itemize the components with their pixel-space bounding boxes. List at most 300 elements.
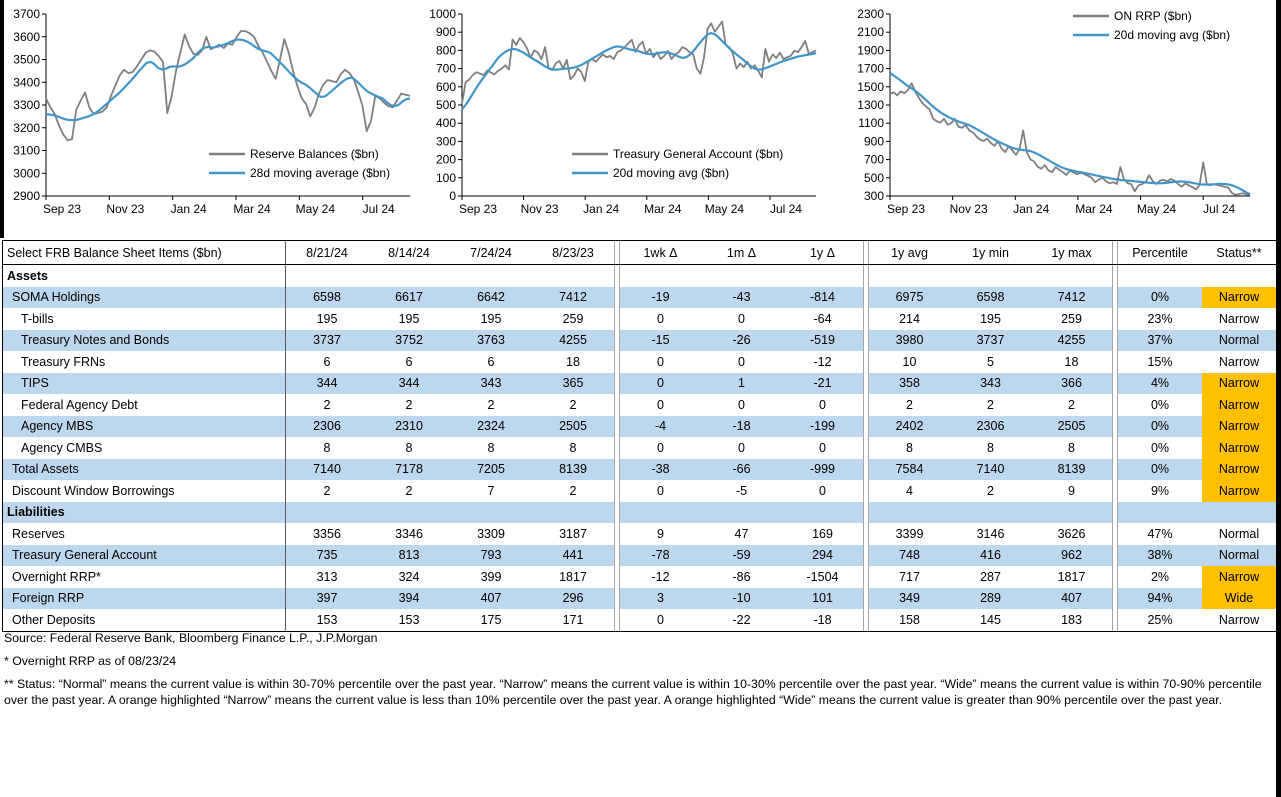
percentile-cell: 47% <box>1147 526 1173 541</box>
value-cell: 2 <box>1068 397 1075 412</box>
value-cell: 8 <box>987 440 994 455</box>
value-cell: 1817 <box>1057 569 1086 584</box>
value-cell: 2306 <box>950 416 1031 438</box>
value-cell: -43 <box>701 287 782 309</box>
value-cell <box>1031 502 1112 524</box>
y-tick-label: 1300 <box>857 98 884 112</box>
y-tick-label: 3500 <box>13 52 40 67</box>
value-cell: -19 <box>620 287 701 309</box>
series-on-rrp-bn- <box>890 83 1250 195</box>
percentile-cell: 0% <box>1118 287 1202 309</box>
value-cell: 289 <box>950 588 1031 610</box>
value-cell: 0 <box>738 354 745 369</box>
value-cell: 793 <box>450 545 532 567</box>
table-row <box>3 459 1276 481</box>
value-cell: -10 <box>701 588 782 610</box>
value-cell: 153 <box>316 612 338 627</box>
y-tick-label: 1900 <box>857 43 884 58</box>
status-badge: Narrow <box>1218 612 1260 627</box>
item-label: Agency CMBS <box>3 437 286 459</box>
value-cell: 0 <box>819 440 826 455</box>
value-cell: 343 <box>950 373 1031 395</box>
y-tick-label: 2300 <box>857 7 884 21</box>
x-tick-label: Sep 23 <box>42 202 82 216</box>
x-tick-label: Nov 23 <box>949 202 988 216</box>
value-cell: -999 <box>782 459 863 481</box>
value-cell: 195 <box>980 311 1001 326</box>
table-row <box>3 609 1276 631</box>
value-cell <box>782 265 863 287</box>
value-cell <box>701 502 782 524</box>
value-cell <box>869 265 950 287</box>
value-cell: 10 <box>902 354 917 369</box>
table-row <box>3 437 1276 459</box>
value-cell: 7584 <box>869 459 950 481</box>
y-tick-label: 3000 <box>13 166 40 181</box>
value-cell: 259 <box>1061 311 1082 326</box>
value-cell: -5 <box>735 483 748 498</box>
value-cell: 3356 <box>313 526 341 541</box>
y-tick-label: 1000 <box>429 7 456 21</box>
value-cell: 6 <box>487 354 495 369</box>
value-cell: -78 <box>620 545 701 567</box>
value-cell: 0 <box>657 397 664 412</box>
value-cell: 8 <box>1068 440 1075 455</box>
table-row <box>3 588 1276 610</box>
y-tick-label: 500 <box>863 170 884 185</box>
status-badge: Narrow <box>1218 354 1260 369</box>
page-break-line-left <box>0 0 4 238</box>
column-header: 1y Δ <box>809 245 836 260</box>
table-row <box>3 502 1276 524</box>
percentile-cell: 15% <box>1147 354 1173 369</box>
value-cell: 344 <box>368 373 450 395</box>
percentile-cell: 38% <box>1118 545 1202 567</box>
x-tick-label: Jan 24 <box>1013 202 1050 216</box>
x-tick-label: Mar 24 <box>644 202 682 216</box>
value-cell: 313 <box>316 569 338 584</box>
value-cell: 7140 <box>950 459 1031 481</box>
value-cell: 145 <box>980 612 1001 627</box>
legend-label: Treasury General Account ($bn) <box>613 147 784 161</box>
value-cell: 3763 <box>450 330 532 352</box>
y-tick-label: 3700 <box>13 7 40 21</box>
value-cell: 441 <box>532 545 614 567</box>
value-cell: 2505 <box>1031 416 1112 438</box>
value-cell: 183 <box>1061 612 1082 627</box>
value-cell: 153 <box>398 612 420 627</box>
legend-label: 28d moving average ($bn) <box>250 166 391 180</box>
percentile-cell: 4% <box>1118 373 1202 395</box>
x-tick-label: May 24 <box>1136 202 1177 216</box>
value-cell: 214 <box>899 311 920 326</box>
value-cell: 7412 <box>532 287 614 309</box>
value-cell: 2310 <box>368 416 450 438</box>
item-label: TIPS <box>3 373 286 395</box>
value-cell: 3399 <box>895 526 924 541</box>
value-cell: -4 <box>620 416 701 438</box>
status-badge: Narrow <box>1202 437 1276 459</box>
value-cell: 1 <box>701 373 782 395</box>
value-cell: 8 <box>569 440 577 455</box>
value-cell: 0 <box>819 483 826 498</box>
value-cell: 2324 <box>450 416 532 438</box>
value-cell: 394 <box>368 588 450 610</box>
y-tick-label: 1700 <box>857 61 884 76</box>
column-header: 1wk Δ <box>643 245 678 260</box>
value-cell: 2 <box>323 397 331 412</box>
value-cell: 4 <box>906 483 913 498</box>
balance-sheet-table <box>2 240 1277 632</box>
value-cell: -18 <box>813 612 832 627</box>
value-cell <box>782 502 863 524</box>
value-cell: 358 <box>869 373 950 395</box>
y-tick-label: 3400 <box>13 75 40 90</box>
value-cell <box>532 502 614 524</box>
reserve-balances-chart <box>6 4 420 226</box>
status-badge: Narrow <box>1202 566 1276 588</box>
value-cell: 3737 <box>950 330 1031 352</box>
value-cell: 169 <box>812 526 833 541</box>
x-tick-label: Sep 23 <box>886 202 926 216</box>
series-20d-moving-avg-bn- <box>890 73 1250 194</box>
column-header: 1m Δ <box>726 245 757 260</box>
value-cell: -59 <box>701 545 782 567</box>
value-cell: 195 <box>480 311 502 326</box>
status-badge: Narrow <box>1202 416 1276 438</box>
status-badge: Narrow <box>1202 480 1276 502</box>
value-cell: -22 <box>732 612 751 627</box>
table-row <box>3 416 1276 438</box>
value-cell: -38 <box>620 459 701 481</box>
value-cell: 343 <box>450 373 532 395</box>
value-cell: 3626 <box>1057 526 1086 541</box>
value-cell: 2505 <box>532 416 614 438</box>
item-label: Reserves <box>3 523 286 545</box>
value-cell <box>286 265 368 287</box>
value-cell <box>869 502 950 524</box>
value-cell: 0 <box>657 440 664 455</box>
y-tick-label: 500 <box>435 98 456 112</box>
x-tick-label: Jul 24 <box>769 202 802 216</box>
status-badge: Normal <box>1218 526 1260 541</box>
percentile-cell <box>1118 265 1202 287</box>
value-cell: 9 <box>657 526 664 541</box>
legend-label: Reserve Balances ($bn) <box>250 147 379 161</box>
value-cell: -26 <box>701 330 782 352</box>
value-cell: 101 <box>782 588 863 610</box>
value-cell <box>620 502 701 524</box>
column-header: Status** <box>1216 245 1262 260</box>
value-cell: 7205 <box>450 459 532 481</box>
item-label: Treasury Notes and Bonds <box>3 330 286 352</box>
percentile-cell: 0% <box>1150 440 1170 455</box>
legend-label: 20d moving avg ($bn) <box>613 166 730 180</box>
y-tick-label: 900 <box>863 134 884 149</box>
table-row <box>3 351 1276 373</box>
value-cell: 3146 <box>976 526 1005 541</box>
value-cell: 2 <box>405 483 413 498</box>
series-reserve-balances-bn- <box>46 31 410 140</box>
x-tick-label: Jul 24 <box>362 202 395 216</box>
footnotes <box>4 631 1272 716</box>
value-cell: 6 <box>405 354 413 369</box>
value-cell: 0 <box>819 397 826 412</box>
y-tick-label: 3100 <box>13 143 40 158</box>
value-cell: 397 <box>286 588 368 610</box>
status-badge: Narrow <box>1202 459 1276 481</box>
value-cell: 3 <box>620 588 701 610</box>
series-treasury-general-account-bn- <box>462 22 816 104</box>
x-tick-label: May 24 <box>295 202 336 216</box>
value-cell: 171 <box>562 612 584 627</box>
value-cell: 195 <box>316 311 338 326</box>
value-cell: -12 <box>651 569 670 584</box>
table-title: Select FRB Balance Sheet Items ($bn) <box>3 241 286 264</box>
value-cell: 0 <box>738 440 745 455</box>
value-cell: 2 <box>987 483 994 498</box>
value-cell: 6617 <box>368 287 450 309</box>
treasury-general-account-chart <box>424 4 830 226</box>
y-tick-label: 300 <box>435 134 456 149</box>
value-cell: 399 <box>480 569 502 584</box>
value-cell: 748 <box>869 545 950 567</box>
value-cell: 2 <box>405 397 413 412</box>
value-cell: 6598 <box>286 287 368 309</box>
y-tick-label: 700 <box>863 152 884 167</box>
item-label: Treasury FRNs <box>3 351 286 373</box>
series-28d-moving-average-bn- <box>46 40 410 121</box>
value-cell: 175 <box>480 612 502 627</box>
value-cell: 3737 <box>286 330 368 352</box>
y-tick-label: 2900 <box>13 189 40 203</box>
value-cell <box>368 265 450 287</box>
percentile-cell <box>1118 502 1202 524</box>
item-label: SOMA Holdings <box>3 287 286 309</box>
status-cell <box>1202 502 1276 524</box>
value-cell: 8139 <box>532 459 614 481</box>
y-tick-label: 1500 <box>857 79 884 94</box>
value-cell: 47 <box>734 526 749 541</box>
y-tick-label: 0 <box>449 189 456 203</box>
x-tick-label: Sep 23 <box>458 202 498 216</box>
item-label: Treasury General Account <box>3 545 286 567</box>
value-cell <box>1031 265 1112 287</box>
table-row <box>3 523 1276 545</box>
x-tick-label: Mar 24 <box>1075 202 1113 216</box>
percentile-cell: 0% <box>1150 397 1170 412</box>
value-cell: 0 <box>657 354 664 369</box>
y-tick-label: 600 <box>435 79 456 94</box>
rrp-asof-note: * Overnight RRP as of 08/23/24 <box>4 653 177 668</box>
value-cell: 366 <box>1031 373 1112 395</box>
status-badge: Narrow <box>1202 373 1276 395</box>
value-cell: 962 <box>1031 545 1112 567</box>
item-label: Assets <box>3 265 286 287</box>
value-cell: 6598 <box>950 287 1031 309</box>
value-cell <box>950 265 1031 287</box>
percentile-cell: 94% <box>1118 588 1202 610</box>
value-cell: 2 <box>987 397 994 412</box>
y-tick-label: 200 <box>435 152 456 167</box>
value-cell: 3346 <box>395 526 423 541</box>
item-label: Foreign RRP <box>3 588 286 610</box>
item-label: Agency MBS <box>3 416 286 438</box>
table-row <box>3 241 1276 265</box>
value-cell: 3980 <box>869 330 950 352</box>
value-cell <box>532 265 614 287</box>
value-cell: 195 <box>398 311 420 326</box>
column-header: 1y max <box>1051 245 1092 260</box>
value-cell: 349 <box>869 588 950 610</box>
percentile-cell: 2% <box>1150 569 1170 584</box>
item-label: T-bills <box>3 308 286 330</box>
table-row <box>3 330 1276 352</box>
percentile-cell: 9% <box>1150 483 1170 498</box>
value-cell: 296 <box>532 588 614 610</box>
column-header: 7/24/24 <box>470 245 512 260</box>
column-header: 8/14/24 <box>388 245 430 260</box>
value-cell: 2306 <box>286 416 368 438</box>
value-cell: 344 <box>286 373 368 395</box>
value-cell: 324 <box>398 569 420 584</box>
value-cell <box>286 502 368 524</box>
y-tick-label: 2100 <box>857 25 884 40</box>
table-row <box>3 480 1276 502</box>
value-cell: -814 <box>782 287 863 309</box>
value-cell: 2 <box>906 397 913 412</box>
table-row <box>3 308 1276 330</box>
column-header: 8/21/24 <box>306 245 348 260</box>
value-cell <box>368 502 450 524</box>
percentile-cell: 0% <box>1118 416 1202 438</box>
value-cell: 2 <box>323 483 331 498</box>
value-cell <box>450 265 532 287</box>
x-tick-label: Mar 24 <box>233 202 271 216</box>
status-badge: Normal <box>1202 545 1276 567</box>
table-row <box>3 394 1276 416</box>
percentile-cell: 25% <box>1147 612 1173 627</box>
value-cell: 7412 <box>1031 287 1112 309</box>
y-tick-label: 800 <box>435 43 456 58</box>
value-cell: -21 <box>782 373 863 395</box>
value-cell: -199 <box>782 416 863 438</box>
y-tick-label: 3600 <box>13 29 40 44</box>
value-cell: 2 <box>569 483 577 498</box>
table-row <box>3 545 1276 567</box>
value-cell: 8 <box>906 440 913 455</box>
value-cell: 6642 <box>450 287 532 309</box>
value-cell: 3187 <box>559 526 587 541</box>
value-cell: 8 <box>323 440 331 455</box>
value-cell <box>701 265 782 287</box>
on-rrp-chart <box>850 4 1276 226</box>
column-header: Percentile <box>1132 245 1188 260</box>
status-badge: Normal <box>1202 330 1276 352</box>
value-cell: -66 <box>701 459 782 481</box>
value-cell <box>950 502 1031 524</box>
value-cell: 6 <box>323 354 331 369</box>
value-cell: -64 <box>813 311 832 326</box>
table-row <box>3 287 1276 309</box>
value-cell: -519 <box>782 330 863 352</box>
value-cell: 259 <box>562 311 584 326</box>
value-cell: 294 <box>782 545 863 567</box>
column-header: 8/23/23 <box>552 245 594 260</box>
value-cell: 2 <box>569 397 577 412</box>
x-tick-label: Nov 23 <box>520 202 559 216</box>
value-cell: 3309 <box>477 526 505 541</box>
item-label: Overnight RRP* <box>3 566 286 588</box>
value-cell: 8139 <box>1031 459 1112 481</box>
value-cell: 8 <box>487 440 495 455</box>
x-tick-label: Jul 24 <box>1203 202 1236 216</box>
x-tick-label: Jan 24 <box>583 202 620 216</box>
item-label: Discount Window Borrowings <box>3 480 286 502</box>
column-header: 1y avg <box>891 245 928 260</box>
percentile-cell: 23% <box>1147 311 1173 326</box>
value-cell: 0 <box>657 483 664 498</box>
value-cell: 0 <box>738 311 745 326</box>
value-cell: 0 <box>657 612 664 627</box>
value-cell: 407 <box>1031 588 1112 610</box>
value-cell: 9 <box>1068 483 1075 498</box>
value-cell <box>620 265 701 287</box>
item-label: Total Assets <box>3 459 286 481</box>
value-cell: -18 <box>701 416 782 438</box>
item-label: Other Deposits <box>3 609 286 631</box>
percentile-cell: 0% <box>1118 459 1202 481</box>
y-tick-label: 300 <box>863 189 884 203</box>
value-cell: 2402 <box>869 416 950 438</box>
value-cell: 735 <box>286 545 368 567</box>
value-cell <box>450 502 532 524</box>
status-badge: Narrow <box>1202 287 1276 309</box>
item-label: Federal Agency Debt <box>3 394 286 416</box>
y-tick-label: 1100 <box>858 116 884 131</box>
value-cell: -12 <box>813 354 832 369</box>
value-cell: 0 <box>620 373 701 395</box>
status-definition-note: ** Status: “Normal” means the current value is within 30-70% percentile over the past year. “Narrow” means the current value is within 10-30% percentile over the past year. “Wide” means the current value is within 70-90% percentile over the past year. A orange highlighted “Narrow” means the current value is less than 10% percentile over the past year. A orange highlighted “Wide” means the current value is greater than 90% percentile over the past year. <box>4 676 1262 707</box>
value-cell: 717 <box>899 569 920 584</box>
value-cell: 7140 <box>286 459 368 481</box>
x-tick-label: Jan 24 <box>170 202 207 216</box>
status-cell <box>1202 265 1276 287</box>
value-cell: 7178 <box>368 459 450 481</box>
y-tick-label: 3200 <box>13 120 40 135</box>
value-cell: 813 <box>368 545 450 567</box>
table-row <box>3 373 1276 395</box>
value-cell: 0 <box>738 397 745 412</box>
value-cell: 407 <box>450 588 532 610</box>
y-tick-label: 3300 <box>13 98 40 112</box>
value-cell: 7 <box>487 483 495 498</box>
y-tick-label: 400 <box>435 116 456 131</box>
percentile-cell: 37% <box>1118 330 1202 352</box>
value-cell: 416 <box>950 545 1031 567</box>
y-tick-label: 700 <box>435 61 456 76</box>
x-tick-label: Nov 23 <box>106 202 145 216</box>
x-tick-label: May 24 <box>704 202 745 216</box>
table-row <box>3 265 1276 287</box>
value-cell: 2 <box>487 397 495 412</box>
source-note: Source: Federal Reserve Bank, Bloomberg Finance L.P., J.P.Morgan <box>4 631 378 645</box>
value-cell: 158 <box>899 612 920 627</box>
value-cell: 0 <box>657 311 664 326</box>
legend-label: ON RRP ($bn) <box>1114 9 1192 23</box>
status-badge: Wide <box>1202 588 1276 610</box>
table-row <box>3 566 1276 588</box>
